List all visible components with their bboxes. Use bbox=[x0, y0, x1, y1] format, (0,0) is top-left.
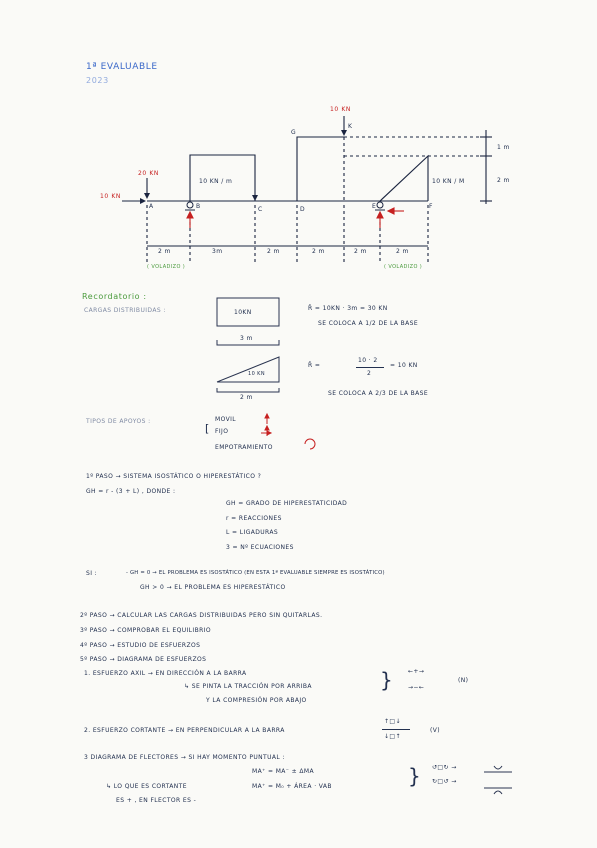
axil-line-3: Y LA COMPRESIÓN POR ABAJO bbox=[206, 697, 307, 704]
tri-note: SE COLOCA A 2/3 DE LA BASE bbox=[328, 390, 429, 397]
cortante-tag: (V) bbox=[430, 727, 440, 734]
cortante-plus-icon: ↑□↓ bbox=[384, 718, 401, 725]
axil-line-2: ↳ SE PINTA LA TRACCIÓN POR ARRIBA bbox=[184, 683, 312, 690]
span-3: 2 m bbox=[267, 248, 280, 255]
span-4: 2 m bbox=[312, 248, 325, 255]
flector-line-5: ES + , EN FLECTOR ES - bbox=[116, 797, 197, 804]
load-top-label: 10 KN bbox=[330, 106, 351, 113]
point-f: F bbox=[429, 203, 433, 210]
point-k: K bbox=[348, 123, 353, 130]
gh-def-3: L = LIGADURAS bbox=[226, 529, 279, 536]
paso-3: 3º PASO → COMPROBAR EL EQUILIBRIO bbox=[80, 627, 211, 634]
axil-plus-icon: ←+→ bbox=[408, 668, 425, 675]
span-6: 2 m bbox=[396, 248, 409, 255]
load-20kn-label: 20 KN bbox=[138, 170, 159, 177]
axil-line-1: 1. ESFUERZO AXIL → EN DIRECCIÓN A LA BARRA bbox=[84, 670, 247, 677]
rect-load-label: 10KN bbox=[234, 309, 252, 316]
flector-plus-icon: ↺□↻ → bbox=[432, 764, 457, 771]
point-a: A bbox=[149, 203, 154, 210]
flector-line-4: ↳ LO QUE ES CORTANTE bbox=[106, 783, 187, 790]
flector-line-2: MA⁺ = MA⁻ ± ΔMA bbox=[252, 768, 314, 775]
gh-def-4: 3 = Nº ECUACIONES bbox=[226, 544, 294, 551]
tri-frac-num: 10 · 2 bbox=[358, 357, 378, 364]
height-1m: 1 m bbox=[497, 144, 510, 151]
point-g: G bbox=[291, 129, 297, 136]
span-1: 2 m bbox=[158, 248, 171, 255]
si-label: SI : bbox=[86, 570, 98, 577]
si-case-2: GH > 0 → EL PROBLEMA ES HIPERESTÁTICO bbox=[140, 584, 286, 591]
paso-5: 5º PASO → DIAGRAMA DE ESFUERZOS bbox=[80, 656, 207, 663]
paso-4: 4º PASO → ESTUDIO DE ESFUERZOS bbox=[80, 642, 201, 649]
si-case-1: - GH = 0 → EL PROBLEMA ES ISOSTÁTICO (EN ESTA 1ª EVALUABLE SIEMPRE ES ISOSTÁTICO) bbox=[126, 570, 385, 576]
load-10kn-label: 10 KN bbox=[100, 193, 121, 200]
apoyos-label: TIPOS DE APOYOS : bbox=[86, 418, 151, 425]
rect-width-label: 3 m bbox=[240, 335, 253, 342]
span-5: 2 m bbox=[354, 248, 367, 255]
apoyo-fijo: FIJO bbox=[215, 428, 229, 435]
axil-tag: (N) bbox=[458, 677, 469, 684]
paso-1: 1º PASO → SISTEMA ISOSTÁTICO O HIPERESTÁTICO ? bbox=[86, 473, 262, 480]
point-b: B bbox=[196, 203, 201, 210]
voladizo-right: ( VOLADIZO ) bbox=[384, 264, 423, 270]
tri-load-label: 10 KN bbox=[248, 371, 265, 377]
apoyo-movil: MOVIL bbox=[215, 416, 237, 423]
apoyo-empotramiento: EMPOTRAMIENTO bbox=[215, 444, 273, 451]
cortante-minus-icon: ↓□↑ bbox=[384, 733, 401, 740]
dist-tri-label: 10 KN / M bbox=[432, 178, 465, 185]
point-d: D bbox=[300, 206, 306, 213]
dist-rect-label: 10 KN / m bbox=[199, 178, 233, 185]
flector-minus-icon: ↻□↺ → bbox=[432, 778, 457, 785]
point-c: C bbox=[258, 206, 263, 213]
height-2m: 2 m bbox=[497, 177, 510, 184]
cargas-label: CARGAS DISTRIBUIDAS : bbox=[84, 307, 166, 314]
page-year: 2023 bbox=[86, 76, 109, 85]
tri-frac-den: 2 bbox=[367, 370, 372, 377]
notebook-page: 1ª EVALUABLE 2023 10 KN 20 KN 10 KN 10 KN / m 10 KN / M A B C D E F G K 1 m 2 m 2 m 3m 2 m 2 m 2 m 2 m ( VOLADIZO ) ( VOLADIZO ) Recordatorio : CARGAS DISTRIBUIDAS : 10KN 3 m R̄ = 10KN · 3m = 30 KN SE COLOCA A 1/2 DE LA BASE 10 KN 2 m R̄ = 10 · 2 2 = 10 KN SE COLOCA A 2/3 DE LA BASE TIPOS DE APOYOS : [ MOVIL FIJO EMPOTRAMIENTO 1º PASO → SISTEMA ISOSTÁTICO O HIPERESTÁTICO ? GH = r - (3 + L) , DONDE : GH = GRADO DE HIPERESTATICIDAD r = REACCIONES L = LIGADURAS 3 = Nº ECUACIONES SI : - GH = 0 → EL PROBLEMA ES ISOSTÁTICO (EN ESTA 1ª EVALUABLE SIEMPRE ES ISOSTÁTICO) GH > 0 → EL PROBLEMA ES HIPERESTÁTICO 2º PASO → CALCULAR LAS CARGAS DISTRIBUIDAS PERO SIN QUITARLAS. 3º PASO → COMPROBAR EL EQUILIBRIO 4º PASO → ESTUDIO DE ESFUERZOS 5º PASO → DIAGRAMA DE ESFUERZOS 1. ESFUERZO AXIL → EN DIRECCIÓN A LA BARRA ↳ SE PINTA LA TRACCIÓN POR ARRIBA Y LA COMPRESIÓN POR ABAJO } ←+→ →−← (N) 2. ESFUERZO CORTANTE → EN PERPENDICULAR A LA BARRA ↑□↓ ↓□↑ (V) 3 DIAGRAMA DE FLECTORES → SI HAY MOMENTO PUNTUAL : MA⁺ = MA⁻ ± ΔMA MA⁺ = M₀ + ÁREA · VAB ↳ LO QUE ES CORTANTE ES + , EN FLECTOR ES - } ↺□↻ → ↻□↺ → bbox=[0, 0, 597, 848]
tri-formula-b: = 10 KN bbox=[390, 362, 418, 369]
rect-formula: R̄ = 10KN · 3m = 30 KN bbox=[308, 305, 388, 312]
recordatorio-heading: Recordatorio : bbox=[82, 292, 147, 301]
gh-formula: GH = r - (3 + L) , DONDE : bbox=[86, 488, 176, 495]
span-2: 3m bbox=[212, 248, 223, 255]
page-title: 1ª EVALUABLE bbox=[86, 62, 158, 72]
rect-note: SE COLOCA A 1/2 DE LA BASE bbox=[318, 320, 419, 327]
tri-formula-a: R̄ = bbox=[308, 362, 321, 369]
axil-minus-icon: →−← bbox=[408, 684, 425, 691]
voladizo-left: ( VOLADIZO ) bbox=[147, 264, 186, 270]
paso-2: 2º PASO → CALCULAR LAS CARGAS DISTRIBUIDAS PERO SIN QUITARLAS. bbox=[80, 612, 323, 619]
flector-line-1: 3 DIAGRAMA DE FLECTORES → SI HAY MOMENTO PUNTUAL : bbox=[84, 754, 285, 761]
point-e: E bbox=[372, 203, 377, 210]
tri-width-label: 2 m bbox=[240, 394, 253, 401]
cortante-line: 2. ESFUERZO CORTANTE → EN PERPENDICULAR A LA BARRA bbox=[84, 727, 285, 734]
flector-line-3: MA⁺ = M₀ + ÁREA · VAB bbox=[252, 783, 332, 790]
gh-def-2: r = REACCIONES bbox=[226, 515, 282, 522]
gh-def-1: GH = GRADO DE HIPERESTATICIDAD bbox=[226, 500, 348, 507]
